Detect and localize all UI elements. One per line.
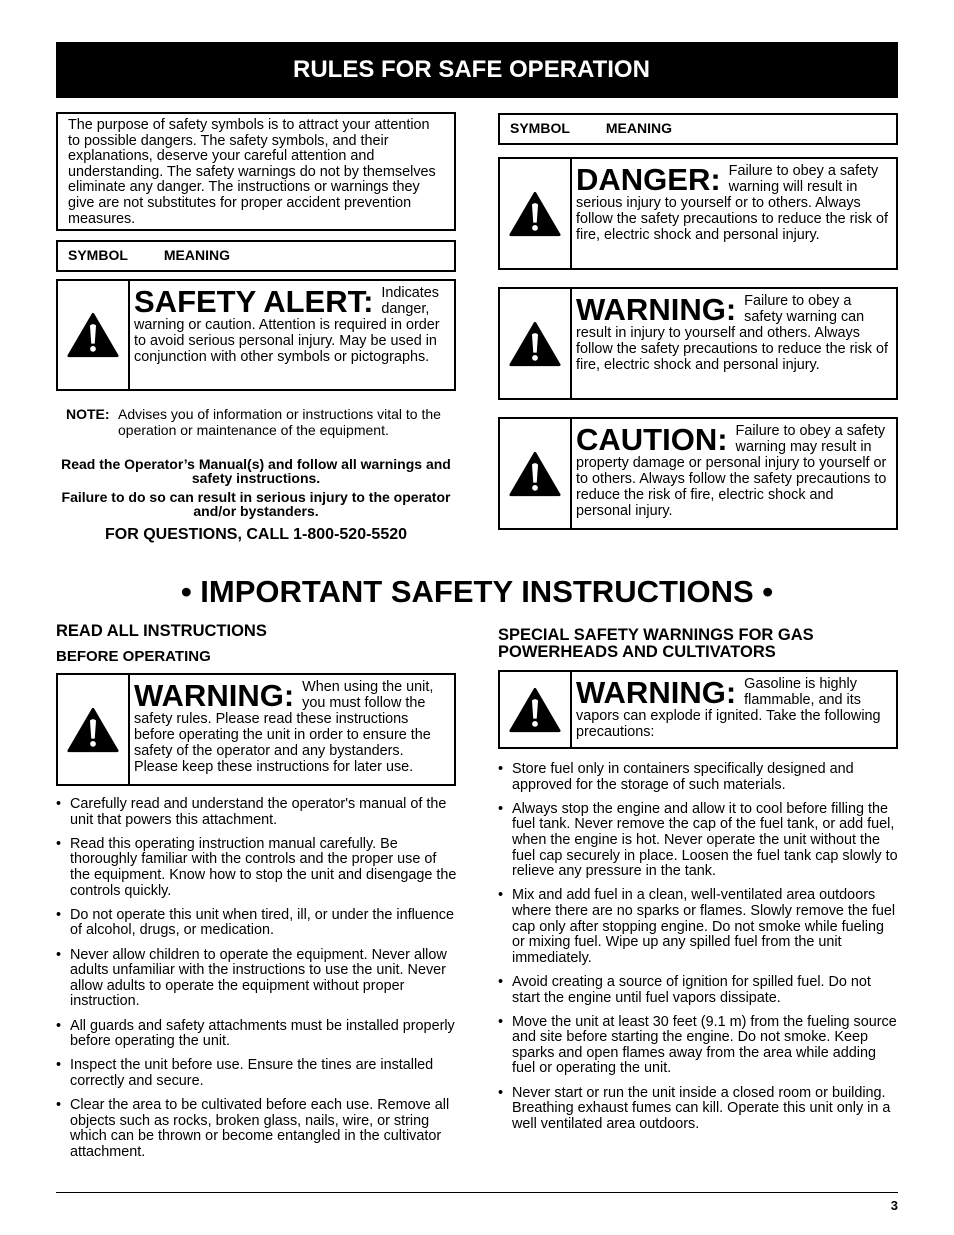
note-text: Advises you of information or instructions vital to the operation or maintenance of the equipment. (118, 406, 441, 438)
warning-heading: WARNING: (576, 292, 737, 327)
intro-text: The purpose of safety symbols is to attract your attention to possible dangers. The safety symbols, and their explanations, deserve your careful attention and understanding. The safety warnings do not by themselves eliminate any danger. The instructions or warnings they give are not substitutes for proper accident prevention measures. (56, 112, 456, 231)
caution-icon (500, 419, 572, 528)
list-item: • Do not operate this unit when tired, ill, or under the influence of alcohol, drugs, or medication. (56, 908, 458, 939)
list-item: • Never start or run the unit inside a closed room or building. Breathing exhaust fumes can kill. Operate this unit only in a well ventilated area outdoors. (498, 1086, 900, 1133)
left-bullet-list (56, 797, 458, 1169)
read-manual-text: Read the Operator’s Manual(s) and follow all warnings and safety instructions. (61, 456, 451, 486)
list-item: • Store fuel only in containers specifically designed and approved for the storage of such materials. (498, 762, 900, 793)
warning-icon (500, 289, 572, 398)
caution-text: Failure to obey a safety warning may result in property damage or personal injury to yourself or to others. Always follow the safety precautions to reduce the risk of fire, electric shock and personal injury. (576, 423, 887, 519)
safety-alert-box (56, 279, 456, 391)
important-safety-title: • IMPORTANT SAFETY INSTRUCTIONS • (180, 574, 774, 609)
failure-text: Failure to do so can result in serious injury to the operator and/or bystanders. (61, 489, 451, 519)
warning-heading: WARNING: (134, 678, 295, 713)
warning-right-text: Gasoline is highly flammable, and its vapors can explode if ignited. Take the following precautions: (576, 676, 881, 740)
warning-heading: WARNING: (576, 675, 737, 710)
danger-box (498, 157, 898, 270)
warning-definition-box (498, 287, 898, 400)
questions-phone: FOR QUESTIONS, CALL 1-800-520-5520 (104, 526, 408, 543)
right-bullet-list (498, 762, 900, 1141)
safety-alert-icon (58, 281, 130, 389)
list-item: • Carefully read and understand the operator's manual of the unit that powers this attachment. (56, 797, 458, 828)
safety-alert-heading: SAFETY ALERT: (134, 284, 374, 319)
list-item: • Move the unit at least 30 feet (9.1 m) from the fueling source and site before starting the engine. Do not smoke. Keep sparks and open flames away from the area while adding fuel or operating the unit. (498, 1015, 900, 1077)
list-item: • Always stop the engine and allow it to cool before filling the fuel tank. Never remove the cap of the fuel tank, or add fuel, when the engine is hot. Never operate the unit without the fuel cap securely in place. Loosen the fuel tank cap slowly to relieve any pressure in the tank. (498, 802, 900, 880)
list-item: • Mix and add fuel in a clean, well-ventilated area outdoors where there are no sparks or flames. Slowly remove the fuel cap only after stopping engine. Do not smoke while fueling or mixing fuel. Wipe up any spilled fuel from the unit immediately. (498, 888, 900, 966)
warning-icon (58, 675, 130, 784)
warning-definition-text-block (572, 289, 896, 398)
list-item: • Clear the area to be cultivated before each use. Remove all objects such as rocks, broken glass, nails, wire, or string which can be thrown or become entangled in the cultivator attachment. (56, 1098, 458, 1160)
warning-definition-text: Failure to obey a safety warning can result in injury to yourself and others. Always follow the safety precautions to reduce the risk of fire, electric shock and personal injury. (576, 293, 888, 373)
caution-heading: CAUTION: (576, 422, 728, 457)
note-label: NOTE: (66, 406, 110, 422)
symbol-table-header-right (498, 113, 898, 145)
caution-box (498, 417, 898, 530)
warning-box-left (56, 673, 456, 786)
warning-left-text-block (130, 675, 454, 784)
warning-left-text: When using the unit, you must follow the safety rules. Please read these instructions before operating the unit in order to ensure the safety of the operator and any bystanders. Please keep these instructions for later use. (134, 679, 434, 775)
caution-text-block (572, 419, 896, 528)
footer-rule (56, 1192, 898, 1193)
warning-icon (500, 672, 572, 747)
warning-box-right (498, 670, 898, 749)
list-item: • All guards and safety attachments must be installed properly before operating the unit. (56, 1019, 458, 1050)
before-operating-heading: BEFORE OPERATING (56, 648, 211, 665)
danger-text: Failure to obey a safety warning will result in serious injury to yourself or to others. Always follow the safety precautions to reduce the risk of fire, electric shock and personal injury. (576, 163, 888, 243)
list-item: • Read this operating instruction manual carefully. Be thoroughly familiar with the controls and the proper use of the equipment. Know how to stop the unit and disengage the controls quickly. (56, 837, 458, 899)
list-item: • Inspect the unit before use. Ensure the tines are installed correctly and secure. (56, 1058, 458, 1089)
list-item: • Never allow children to operate the equipment. Never allow adults unfamiliar with the instructions to use the unit. Never allow adults to operate the equipment without proper instruction. (56, 948, 458, 1010)
read-all-heading: READ ALL INSTRUCTIONS (56, 622, 267, 640)
danger-heading: DANGER: (576, 162, 721, 197)
warning-right-text-block (572, 672, 896, 747)
page-banner: RULES FOR SAFE OPERATION (56, 42, 898, 98)
symbol-table-header (56, 240, 456, 272)
symbol-column-header: SYMBOL (68, 247, 128, 263)
safety-alert-text: Indicates danger, warning or caution. Attention is required in order to avoid serious personal injury. May be used in conjunction with other symbols or pictographs. (134, 285, 440, 365)
list-item: • Avoid creating a source of ignition for spilled fuel. Do not start the engine until fuel vapors dissipate. (498, 975, 900, 1006)
symbol-column-header: SYMBOL (510, 120, 570, 136)
meaning-column-header: MEANING (605, 120, 673, 136)
special-warnings-heading: SPECIAL SAFETY WARNINGS FOR GAS POWERHEADS AND CULTIVATORS (498, 626, 814, 661)
meaning-column-header: MEANING (163, 247, 231, 263)
danger-icon (500, 159, 572, 268)
page-number: 3 (890, 1198, 898, 1213)
danger-text-block (572, 159, 896, 268)
safety-alert-text-block (130, 281, 454, 389)
